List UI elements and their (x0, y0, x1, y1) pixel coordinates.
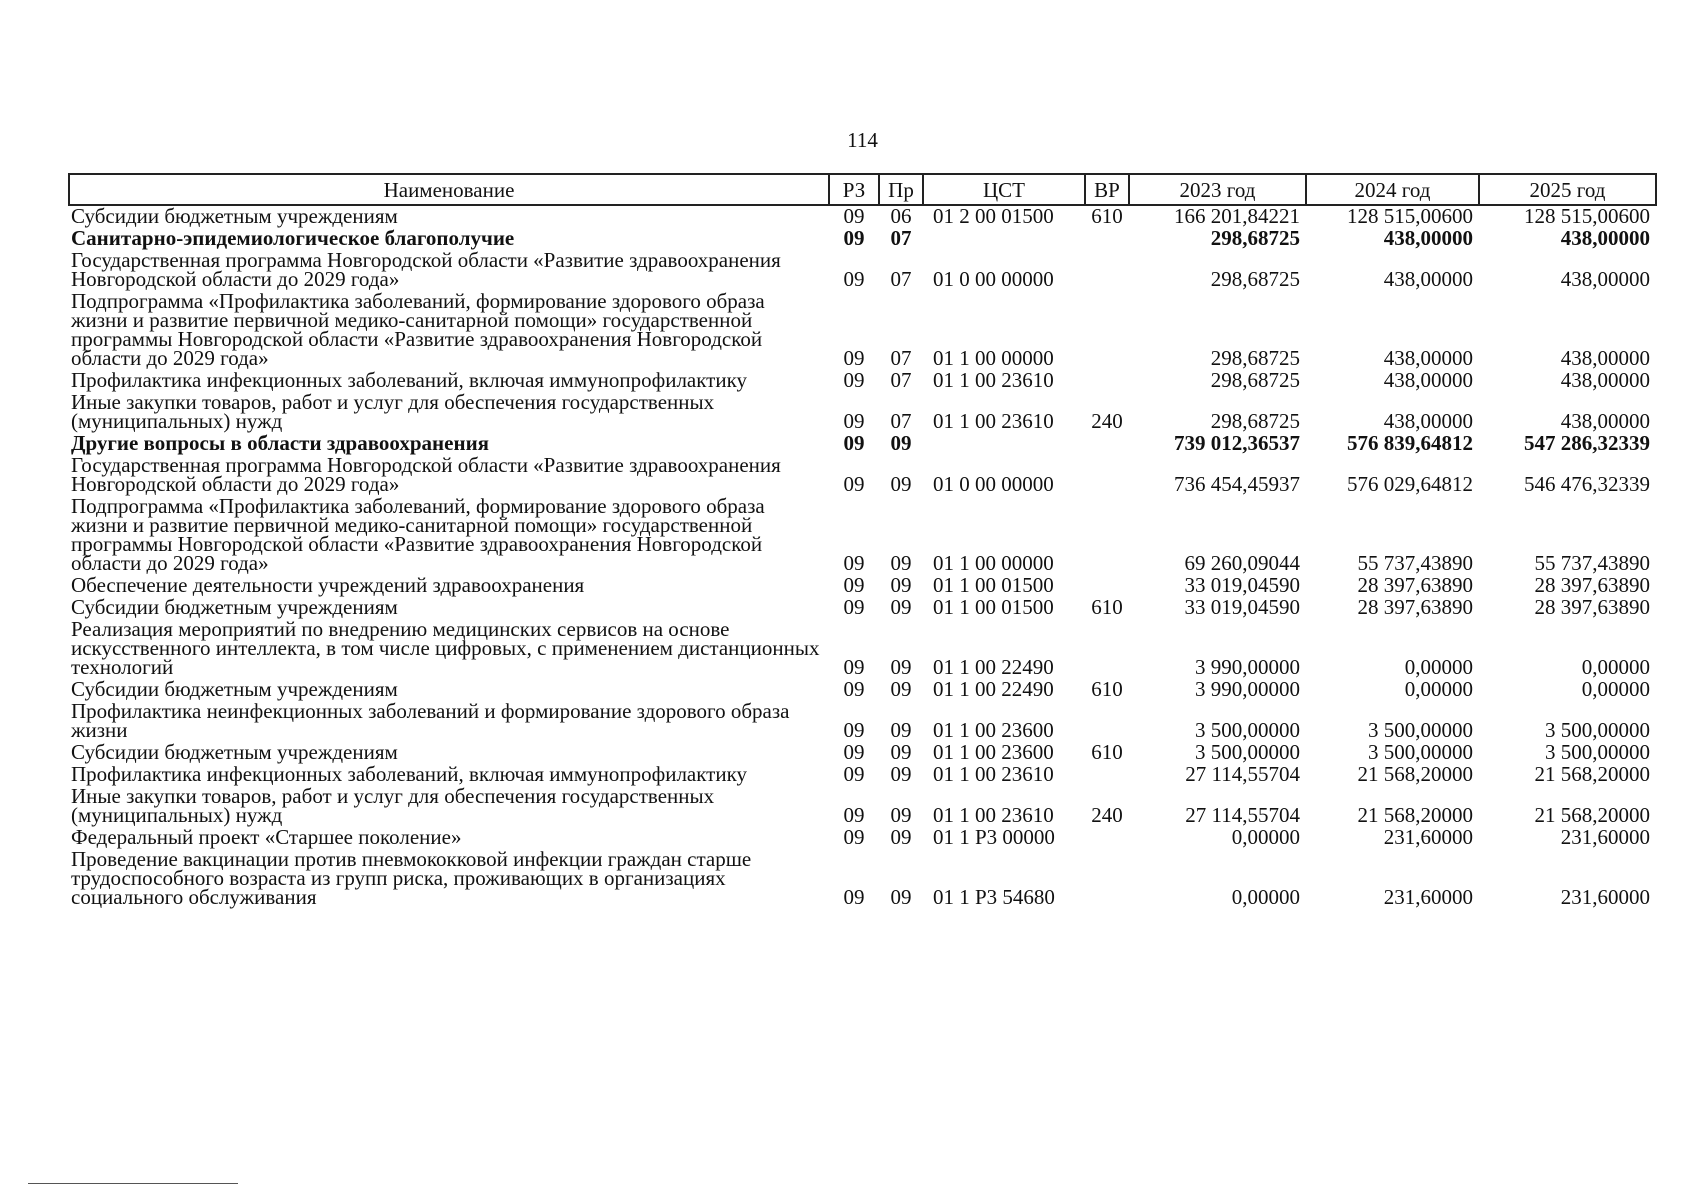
cell-2024: 438,00000 (1383, 368, 1473, 392)
cell-pr: 07 (890, 346, 912, 370)
cell-cst: 01 1 00 23600 (933, 740, 1054, 764)
cell-2023: 69 260,09044 (1184, 551, 1300, 575)
cell-2025: 438,00000 (1560, 226, 1650, 250)
cell-2025: 28 397,63890 (1534, 573, 1650, 597)
cell-2025: 231,60000 (1560, 825, 1650, 849)
table-row (69, 597, 1656, 619)
table-row (69, 433, 1656, 455)
cell-2023: 739 012,36537 (1174, 431, 1300, 455)
cell-2025: 3 500,00000 (1545, 718, 1650, 742)
cell-rz: 09 (843, 718, 865, 742)
budget-table (68, 173, 1657, 909)
cell-2023: 3 500,00000 (1195, 740, 1300, 764)
cell-pr: 09 (890, 573, 912, 597)
cell-vr (1085, 619, 1129, 679)
cell-2025: 21 568,20000 (1534, 762, 1650, 786)
cell-2023: 3 500,00000 (1195, 718, 1300, 742)
cell-name: Профилактика инфекционных заболеваний, включая иммунопрофилактику (71, 368, 747, 392)
cell-2025: 3 500,00000 (1545, 740, 1650, 764)
header-pr: Пр (879, 174, 923, 205)
cell-name: Реализация мероприятий по внедрению медицинских сервисов на основе искусственного интеллекта, в том числе цифровых, с применением дистанционных технологий (71, 617, 820, 679)
cell-pr: 09 (890, 740, 912, 764)
cell-name: Федеральный проект «Старшее поколение» (71, 825, 462, 849)
header-vr: ВР (1085, 174, 1129, 205)
header-row (69, 174, 1656, 205)
cell-name: Государственная программа Новгородской области «Развитие здравоохранения Новгородской области до 2029 года» (71, 453, 781, 496)
cell-rz: 09 (843, 368, 865, 392)
cell-name: Субсидии бюджетным учреждениям (71, 740, 398, 764)
cell-vr (1085, 764, 1129, 786)
cell-pr: 06 (890, 204, 912, 228)
header-cst: ЦСТ (923, 174, 1085, 205)
cell-cst: 01 1 00 00000 (933, 346, 1054, 370)
cell-2025: 546 476,32339 (1524, 472, 1650, 496)
cell-2024: 231,60000 (1383, 885, 1473, 909)
cell-name: Подпрограмма «Профилактика заболеваний, формирование здорового образа жизни и развитие первичной медико-санитарной помощи» государственной программы Новгородской области «Развитие здравоохранения Новгородской области до 2029 года» (71, 494, 765, 575)
cell-cst: 01 0 00 00000 (933, 472, 1054, 496)
cell-name: Обеспечение деятельности учреждений здравоохранения (71, 573, 585, 597)
cell-cst (923, 433, 1085, 455)
cell-2024: 28 397,63890 (1357, 595, 1473, 619)
cell-cst: 01 1 00 23610 (933, 803, 1054, 827)
cell-2023: 33 019,04590 (1184, 573, 1300, 597)
cell-name: Иные закупки товаров, работ и услуг для обеспечения государственных (муниципальных) нужд (71, 390, 715, 433)
cell-2024: 438,00000 (1383, 267, 1473, 291)
cell-2024: 576 839,64812 (1347, 431, 1473, 455)
cell-2024: 55 737,43890 (1357, 551, 1473, 575)
cell-2024: 438,00000 (1383, 226, 1473, 250)
table-row (69, 764, 1656, 786)
cell-rz: 09 (843, 595, 865, 619)
cell-vr: 610 (1091, 204, 1123, 228)
table-row (69, 228, 1656, 250)
table-row (69, 250, 1656, 291)
cell-rz: 09 (843, 885, 865, 909)
cell-rz: 09 (843, 409, 865, 433)
cell-name: Другие вопросы в области здравоохранения (71, 431, 490, 455)
cell-name: Иные закупки товаров, работ и услуг для обеспечения государственных (муниципальных) нужд (71, 784, 715, 827)
table-body (69, 205, 1656, 909)
cell-2023: 27 114,55704 (1185, 762, 1300, 786)
cell-2025: 28 397,63890 (1534, 595, 1650, 619)
table-row (69, 370, 1656, 392)
cell-2025: 21 568,20000 (1534, 803, 1650, 827)
cell-2023: 166 201,84221 (1174, 204, 1300, 228)
cell-2025: 55 737,43890 (1534, 551, 1650, 575)
cell-name: Профилактика инфекционных заболеваний, включая иммунопрофилактику (71, 762, 747, 786)
cell-2024: 0,00000 (1404, 677, 1473, 701)
header-2024: 2024 год (1306, 174, 1479, 205)
header-name: Наименование (69, 174, 829, 205)
cell-cst: 01 1 P3 00000 (933, 825, 1055, 849)
cell-vr (1085, 433, 1129, 455)
cell-pr: 07 (890, 267, 912, 291)
cell-2023: 3 990,00000 (1195, 655, 1300, 679)
cell-2023: 298,68725 (1210, 267, 1300, 291)
cell-name: Субсидии бюджетным учреждениям (71, 595, 398, 619)
cell-pr: 09 (890, 762, 912, 786)
cell-2025: 438,00000 (1560, 409, 1650, 433)
cell-2024: 231,60000 (1383, 825, 1473, 849)
cell-2025: 438,00000 (1560, 346, 1650, 370)
cell-vr (1085, 250, 1129, 291)
cell-cst: 01 1 00 23600 (933, 718, 1054, 742)
cell-pr: 09 (890, 803, 912, 827)
cell-rz: 09 (843, 573, 865, 597)
cell-name: Подпрограмма «Профилактика заболеваний, формирование здорового образа жизни и развитие первичной медико-санитарной помощи» государственной программы Новгородской области «Развитие здравоохранения Новгородской области до 2029 года» (71, 289, 765, 370)
cell-rz: 09 (843, 803, 865, 827)
cell-2025: 231,60000 (1560, 885, 1650, 909)
cell-pr: 09 (890, 825, 912, 849)
cell-2024: 21 568,20000 (1357, 762, 1473, 786)
cell-2023: 0,00000 (1231, 885, 1300, 909)
cell-vr: 610 (1091, 595, 1123, 619)
table-row (69, 679, 1656, 701)
table-row (69, 575, 1656, 597)
cell-vr (1085, 370, 1129, 392)
cell-vr (1085, 291, 1129, 370)
cell-2023: 298,68725 (1210, 409, 1300, 433)
cell-rz: 09 (843, 204, 865, 228)
table-row (69, 291, 1656, 370)
cell-2024: 3 500,00000 (1368, 718, 1473, 742)
cell-vr (1085, 496, 1129, 575)
cell-cst (923, 228, 1085, 250)
cell-pr: 09 (890, 431, 912, 455)
cell-vr (1085, 575, 1129, 597)
cell-2025: 547 286,32339 (1524, 431, 1650, 455)
cell-rz: 09 (843, 655, 865, 679)
cell-rz: 09 (843, 762, 865, 786)
cell-cst: 01 1 00 22490 (933, 655, 1054, 679)
cell-vr: 240 (1091, 409, 1123, 433)
cell-2024: 128 515,00600 (1347, 204, 1473, 228)
cell-rz: 09 (843, 431, 865, 455)
cell-2024: 28 397,63890 (1357, 573, 1473, 597)
cell-2025: 0,00000 (1581, 677, 1650, 701)
cell-name: Проведение вакцинации против пневмококковой инфекции граждан старше трудоспособного возраста из групп риска, проживающих в организациях социального обслуживания (71, 847, 752, 909)
cell-2023: 298,68725 (1210, 226, 1300, 250)
cell-rz: 09 (843, 472, 865, 496)
header-rz: РЗ (829, 174, 879, 205)
cell-vr (1085, 455, 1129, 496)
header-2025: 2025 год (1479, 174, 1656, 205)
table-row (69, 786, 1656, 827)
cell-vr (1085, 701, 1129, 742)
cell-cst: 01 1 P3 54680 (933, 885, 1055, 909)
cell-name: Субсидии бюджетным учреждениям (71, 204, 398, 228)
cell-2023: 3 990,00000 (1195, 677, 1300, 701)
cell-rz: 09 (843, 677, 865, 701)
cell-2025: 438,00000 (1560, 267, 1650, 291)
cell-pr: 09 (890, 595, 912, 619)
cell-vr: 610 (1091, 740, 1123, 764)
cell-cst: 01 0 00 00000 (933, 267, 1054, 291)
cell-cst: 01 1 00 22490 (933, 677, 1054, 701)
bottom-divider (28, 1183, 238, 1184)
table-row (69, 205, 1656, 228)
cell-name: Субсидии бюджетным учреждениям (71, 677, 398, 701)
table-row (69, 701, 1656, 742)
cell-vr: 610 (1091, 677, 1123, 701)
cell-cst: 01 1 00 23610 (933, 409, 1054, 433)
cell-2025: 0,00000 (1581, 655, 1650, 679)
cell-2024: 21 568,20000 (1357, 803, 1473, 827)
cell-name: Государственная программа Новгородской области «Развитие здравоохранения Новгородской области до 2029 года» (71, 248, 781, 291)
cell-pr: 09 (890, 718, 912, 742)
cell-2023: 736 454,45937 (1174, 472, 1300, 496)
cell-vr: 240 (1091, 803, 1123, 827)
cell-cst: 01 1 00 01500 (933, 595, 1054, 619)
cell-2024: 438,00000 (1383, 346, 1473, 370)
cell-2023: 0,00000 (1231, 825, 1300, 849)
cell-2024: 576 029,64812 (1347, 472, 1473, 496)
cell-2024: 3 500,00000 (1368, 740, 1473, 764)
cell-2025: 438,00000 (1560, 368, 1650, 392)
cell-cst: 01 2 00 01500 (933, 204, 1054, 228)
cell-cst: 01 1 00 23610 (933, 762, 1054, 786)
cell-name: Санитарно-эпидемиологическое благополучие (71, 226, 515, 250)
cell-rz: 09 (843, 551, 865, 575)
cell-2023: 298,68725 (1210, 368, 1300, 392)
cell-vr (1085, 849, 1129, 909)
page-number: 114 (847, 128, 878, 152)
table-row (69, 742, 1656, 764)
cell-rz: 09 (843, 346, 865, 370)
cell-pr: 09 (890, 655, 912, 679)
cell-cst: 01 1 00 00000 (933, 551, 1054, 575)
table-row (69, 392, 1656, 433)
cell-2025: 128 515,00600 (1524, 204, 1650, 228)
cell-rz: 09 (843, 825, 865, 849)
cell-cst: 01 1 00 23610 (933, 368, 1054, 392)
cell-rz: 09 (843, 226, 865, 250)
cell-name: Профилактика неинфекционных заболеваний и формирование здорового образа жизни (71, 699, 790, 742)
table-header (69, 174, 1656, 205)
cell-pr: 07 (890, 368, 912, 392)
table-row (69, 455, 1656, 496)
cell-cst: 01 1 00 01500 (933, 573, 1054, 597)
cell-pr: 09 (890, 551, 912, 575)
table-row (69, 496, 1656, 575)
cell-pr: 07 (890, 409, 912, 433)
table-row (69, 619, 1656, 679)
cell-pr: 09 (890, 885, 912, 909)
cell-vr (1085, 228, 1129, 250)
cell-2023: 33 019,04590 (1184, 595, 1300, 619)
cell-pr: 09 (890, 677, 912, 701)
cell-vr (1085, 827, 1129, 849)
table-row (69, 827, 1656, 849)
cell-pr: 09 (890, 472, 912, 496)
cell-2024: 438,00000 (1383, 409, 1473, 433)
cell-pr: 07 (890, 226, 912, 250)
cell-rz: 09 (843, 267, 865, 291)
header-2023: 2023 год (1129, 174, 1306, 205)
cell-2024: 0,00000 (1404, 655, 1473, 679)
table-row (69, 849, 1656, 909)
cell-2023: 27 114,55704 (1185, 803, 1300, 827)
cell-rz: 09 (843, 740, 865, 764)
cell-2023: 298,68725 (1210, 346, 1300, 370)
